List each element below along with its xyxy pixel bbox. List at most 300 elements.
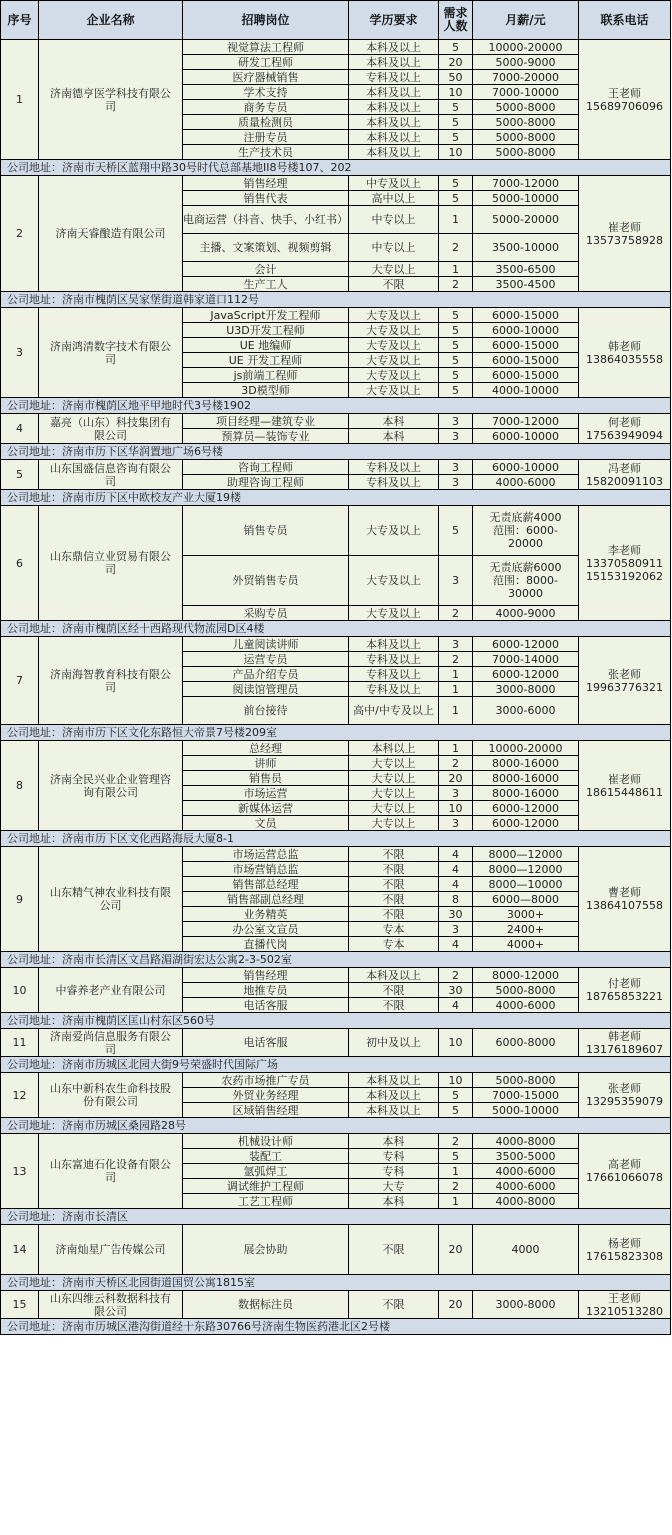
company-seq: 11 (1, 1029, 39, 1057)
job-count: 1 (439, 206, 473, 234)
job-position: 市场运营总监 (183, 847, 349, 862)
job-education: 中专及以上 (349, 176, 439, 191)
job-position: 外贸业务经理 (183, 1088, 349, 1103)
job-education: 本科及以上 (349, 40, 439, 55)
job-salary: 无责底薪4000 范围：6000- 20000 (473, 506, 579, 556)
company-name: 济南鸿清数字技术有限公司 (39, 308, 183, 398)
job-count: 10 (439, 801, 473, 816)
job-count: 2 (439, 652, 473, 667)
job-count: 4 (439, 937, 473, 952)
job-count: 4 (439, 847, 473, 862)
job-row (1, 308, 671, 323)
header-company: 企业名称 (39, 1, 183, 40)
company-seq: 13 (1, 1134, 39, 1209)
job-salary: 6000-15000 (473, 338, 579, 353)
job-education: 专科及以上 (349, 682, 439, 697)
job-education: 本科及以上 (349, 145, 439, 160)
job-education: 不限 (349, 1291, 439, 1319)
job-salary: 4000-9000 (473, 606, 579, 621)
address-row (1, 1057, 671, 1073)
job-position: 销售代表 (183, 191, 349, 206)
job-education: 大专及以上 (349, 308, 439, 323)
job-salary: 7000-20000 (473, 70, 579, 85)
job-count: 1 (439, 741, 473, 756)
company-address: 公司地址：济南市天桥区蓝翔中路30号时代总部基地II8号楼107、202 (1, 160, 671, 176)
job-position: 3D模型师 (183, 383, 349, 398)
company-address: 公司地址：济南市长清区文昌路湄湖街宏达公寓2-3-502室 (1, 952, 671, 968)
job-row (1, 460, 671, 475)
company-name: 山东精气神农业科技有限公司 (39, 847, 183, 952)
company-name: 济南全民兴业企业管理咨询有限公司 (39, 741, 183, 831)
job-salary: 6000-15000 (473, 353, 579, 368)
company-seq: 9 (1, 847, 39, 952)
job-position: 会计 (183, 262, 349, 277)
job-count: 5 (439, 323, 473, 338)
job-position: 讲师 (183, 756, 349, 771)
job-position: 电话客服 (183, 1029, 349, 1057)
job-education: 不限 (349, 1225, 439, 1275)
job-salary: 6000-10000 (473, 460, 579, 475)
address-row (1, 1209, 671, 1225)
company-address: 公司地址：济南市槐荫区经十西路现代物流园D区4楼 (1, 621, 671, 637)
address-row (1, 292, 671, 308)
job-row (1, 637, 671, 652)
job-salary: 7000-14000 (473, 652, 579, 667)
job-education: 专科及以上 (349, 460, 439, 475)
job-salary: 5000-8000 (473, 100, 579, 115)
job-count: 1 (439, 667, 473, 682)
job-education: 大专以上 (349, 786, 439, 801)
job-education: 本科及以上 (349, 968, 439, 983)
job-position: 办公室文宣员 (183, 922, 349, 937)
job-education: 本科及以上 (349, 130, 439, 145)
company-contact: 王老师 15689706096 (579, 40, 671, 160)
job-salary: 4000-10000 (473, 383, 579, 398)
company-seq: 14 (1, 1225, 39, 1275)
address-row (1, 160, 671, 176)
job-salary: 4000-6000 (473, 1179, 579, 1194)
job-salary: 8000-16000 (473, 756, 579, 771)
job-salary: 7000-12000 (473, 176, 579, 191)
job-education: 大专及以上 (349, 606, 439, 621)
company-contact: 韩老师 13176189607 (579, 1029, 671, 1057)
job-salary: 无责底薪6000 范围：8000- 30000 (473, 556, 579, 606)
job-salary: 6000-12000 (473, 637, 579, 652)
job-count: 3 (439, 922, 473, 937)
job-education: 高中/中专及以上 (349, 697, 439, 725)
job-count: 50 (439, 70, 473, 85)
job-count: 3 (439, 556, 473, 606)
job-position: 调试维护工程师 (183, 1179, 349, 1194)
header-count: 需求人数 (439, 1, 473, 40)
job-salary: 5000-10000 (473, 191, 579, 206)
job-position: 采购专员 (183, 606, 349, 621)
job-position: 文员 (183, 816, 349, 831)
company-name: 济南天睿酿造有限公司 (39, 176, 183, 292)
job-count: 10 (439, 1029, 473, 1057)
job-education: 大专及以上 (349, 383, 439, 398)
company-name: 山东富迪石化设备有限公司 (39, 1134, 183, 1209)
company-name: 山东鼎信立业贸易有限公司 (39, 506, 183, 621)
job-education: 不限 (349, 277, 439, 292)
job-salary: 5000-8000 (473, 1073, 579, 1088)
company-seq: 2 (1, 176, 39, 292)
job-education: 大专及以上 (349, 368, 439, 383)
job-salary: 4000-8000 (473, 1194, 579, 1209)
job-row (1, 1029, 671, 1057)
job-salary: 5000-8000 (473, 145, 579, 160)
company-contact: 张老师 19963776321 (579, 637, 671, 725)
job-position: 外贸销售专员 (183, 556, 349, 606)
job-position: 数据标注员 (183, 1291, 349, 1319)
job-salary: 6000-12000 (473, 801, 579, 816)
company-name: 济南海智教育科技有限公司 (39, 637, 183, 725)
job-count: 5 (439, 383, 473, 398)
job-salary: 8000-16000 (473, 771, 579, 786)
job-education: 大专及以上 (349, 506, 439, 556)
job-position: 装配工 (183, 1149, 349, 1164)
job-salary: 7000-10000 (473, 85, 579, 100)
address-row (1, 725, 671, 741)
company-seq: 1 (1, 40, 39, 160)
company-name: 山东中新科农生命科技股份有限公司 (39, 1073, 183, 1118)
job-salary: 6000-15000 (473, 368, 579, 383)
job-position: 电商运营（抖音、快手、小红书） (183, 206, 349, 234)
job-position: 商务专员 (183, 100, 349, 115)
job-position: 生产工人 (183, 277, 349, 292)
address-row (1, 952, 671, 968)
job-education: 本科及以上 (349, 55, 439, 70)
job-salary: 3500-4500 (473, 277, 579, 292)
job-position: 电话客服 (183, 998, 349, 1013)
company-contact: 崔老师 18615448611 (579, 741, 671, 831)
job-salary: 3500-5000 (473, 1149, 579, 1164)
company-address: 公司地址：济南市历下区中欧校友产业大厦19楼 (1, 490, 671, 506)
job-count: 5 (439, 506, 473, 556)
job-position: 预算员—装饰专业 (183, 429, 349, 444)
job-row (1, 1291, 671, 1319)
job-row (1, 1225, 671, 1275)
job-position: 销售经理 (183, 968, 349, 983)
job-salary: 7000-12000 (473, 414, 579, 429)
company-address: 公司地址：济南市历下区华润置地广场6号楼 (1, 444, 671, 460)
job-salary: 5000-9000 (473, 55, 579, 70)
job-position: 生产技术员 (183, 145, 349, 160)
company-name: 济南灿星广告传媒公司 (39, 1225, 183, 1275)
job-education: 专科及以上 (349, 667, 439, 682)
job-education: 本科及以上 (349, 100, 439, 115)
job-position: 销售部总经理 (183, 877, 349, 892)
job-education: 大专及以上 (349, 338, 439, 353)
job-position: 工艺工程师 (183, 1194, 349, 1209)
company-contact: 曹老师 13864107558 (579, 847, 671, 952)
company-address: 公司地址：济南市历城区港沟街道经十东路30766号济南生物医药港北区2号楼 (1, 1319, 671, 1335)
company-address: 公司地址：济南市槐荫区吴家堡街道韩家道口112号 (1, 292, 671, 308)
job-position: 运营专员 (183, 652, 349, 667)
company-seq: 8 (1, 741, 39, 831)
header-row (1, 1, 671, 40)
job-salary: 6000-10000 (473, 323, 579, 338)
company-seq: 7 (1, 637, 39, 725)
address-row (1, 1275, 671, 1291)
job-salary: 3000-8000 (473, 682, 579, 697)
company-address: 公司地址：济南市槐荫区地平甲地时代3号楼1902 (1, 398, 671, 414)
job-education: 本科 (349, 1134, 439, 1149)
job-education: 大专 (349, 1179, 439, 1194)
job-salary: 4000+ (473, 937, 579, 952)
job-education: 本科及以上 (349, 85, 439, 100)
job-position: 市场运营 (183, 786, 349, 801)
company-name: 嘉亮（山东）科技集团有限公司 (39, 414, 183, 444)
job-position: 产品介绍专员 (183, 667, 349, 682)
company-contact: 高老师 17661066078 (579, 1134, 671, 1209)
job-count: 1 (439, 262, 473, 277)
job-education: 中专以上 (349, 206, 439, 234)
job-position: 农药市场推广专员 (183, 1073, 349, 1088)
job-count: 4 (439, 998, 473, 1013)
job-count: 5 (439, 368, 473, 383)
address-row (1, 831, 671, 847)
job-salary: 8000-12000 (473, 968, 579, 983)
job-education: 本科及以上 (349, 637, 439, 652)
job-count: 10 (439, 85, 473, 100)
job-count: 5 (439, 1088, 473, 1103)
job-count: 5 (439, 1103, 473, 1118)
job-salary: 4000-6000 (473, 1164, 579, 1179)
company-seq: 6 (1, 506, 39, 621)
job-education: 本科 (349, 429, 439, 444)
job-position: 学术支持 (183, 85, 349, 100)
company-address: 公司地址：济南市天桥区北园街道国贸公寓1815室 (1, 1275, 671, 1291)
job-education: 本科 (349, 1194, 439, 1209)
job-education: 中专以上 (349, 234, 439, 262)
job-education: 本科 (349, 414, 439, 429)
job-salary: 6000-12000 (473, 667, 579, 682)
company-address: 公司地址：济南市历城区北园大街9号荣盛时代国际广场 (1, 1057, 671, 1073)
job-education: 不限 (349, 862, 439, 877)
job-count: 4 (439, 877, 473, 892)
job-count: 1 (439, 1194, 473, 1209)
job-education: 专科 (349, 1149, 439, 1164)
company-seq: 4 (1, 414, 39, 444)
company-seq: 3 (1, 308, 39, 398)
job-position: 销售员 (183, 771, 349, 786)
job-salary: 5000-8000 (473, 983, 579, 998)
company-address: 公司地址：济南市历城区桑园路28号 (1, 1118, 671, 1134)
company-contact: 李老师 13370580911 15153192062 (579, 506, 671, 621)
company-seq: 5 (1, 460, 39, 490)
job-education: 专科 (349, 1164, 439, 1179)
job-count: 2 (439, 234, 473, 262)
header-seq: 序号 (1, 1, 39, 40)
job-count: 20 (439, 1225, 473, 1275)
company-name: 济南爱尚信息服务有限公司 (39, 1029, 183, 1057)
job-row (1, 847, 671, 862)
job-education: 本科及以上 (349, 1073, 439, 1088)
company-contact: 杨老师 17615823308 (579, 1225, 671, 1275)
job-education: 不限 (349, 847, 439, 862)
job-count: 5 (439, 308, 473, 323)
address-row (1, 444, 671, 460)
job-count: 3 (439, 414, 473, 429)
job-position: 区域销售经理 (183, 1103, 349, 1118)
job-education: 大专以上 (349, 262, 439, 277)
job-education: 大专及以上 (349, 353, 439, 368)
company-seq: 12 (1, 1073, 39, 1118)
job-position: 地推专员 (183, 983, 349, 998)
job-salary: 6000-12000 (473, 816, 579, 831)
job-salary: 7000-15000 (473, 1088, 579, 1103)
job-position: 销售经理 (183, 176, 349, 191)
job-count: 10 (439, 145, 473, 160)
job-count: 20 (439, 771, 473, 786)
job-row (1, 506, 671, 556)
job-position: 主播、文案策划、视频剪辑 (183, 234, 349, 262)
job-count: 20 (439, 55, 473, 70)
company-name: 山东国盛信息咨询有限公司 (39, 460, 183, 490)
job-salary: 5000-8000 (473, 115, 579, 130)
job-education: 不限 (349, 983, 439, 998)
job-position: 新媒体运营 (183, 801, 349, 816)
job-salary: 4000-6000 (473, 475, 579, 490)
job-position: 注册专员 (183, 130, 349, 145)
job-position: js前端工程师 (183, 368, 349, 383)
job-count: 5 (439, 191, 473, 206)
job-education: 大专以上 (349, 801, 439, 816)
job-count: 5 (439, 40, 473, 55)
job-count: 2 (439, 606, 473, 621)
job-education: 专科及以上 (349, 70, 439, 85)
job-position: 视觉算法工程师 (183, 40, 349, 55)
job-count: 1 (439, 697, 473, 725)
job-position: 总经理 (183, 741, 349, 756)
job-row (1, 968, 671, 983)
header-contact: 联系电话 (579, 1, 671, 40)
job-count: 3 (439, 475, 473, 490)
job-count: 30 (439, 983, 473, 998)
job-count: 5 (439, 130, 473, 145)
job-count: 5 (439, 176, 473, 191)
address-row (1, 398, 671, 414)
header-position: 招聘岗位 (183, 1, 349, 40)
job-count: 5 (439, 353, 473, 368)
job-education: 不限 (349, 998, 439, 1013)
job-education: 大专以上 (349, 816, 439, 831)
company-seq: 10 (1, 968, 39, 1013)
job-row (1, 1073, 671, 1088)
job-count: 2 (439, 277, 473, 292)
job-position: 项目经理—建筑专业 (183, 414, 349, 429)
job-position: 质量检测员 (183, 115, 349, 130)
job-position: 阅读馆管理员 (183, 682, 349, 697)
job-salary: 10000-20000 (473, 40, 579, 55)
job-count: 2 (439, 756, 473, 771)
job-salary: 3000+ (473, 907, 579, 922)
address-row (1, 1118, 671, 1134)
job-education: 本科及以上 (349, 1103, 439, 1118)
job-salary: 4000-8000 (473, 1134, 579, 1149)
job-salary: 6000-8000 (473, 1029, 579, 1057)
job-position: 医疗器械销售 (183, 70, 349, 85)
job-education: 专科及以上 (349, 475, 439, 490)
job-salary: 6000-10000 (473, 429, 579, 444)
job-education: 专本 (349, 922, 439, 937)
company-address: 公司地址：济南市历下区文化东路恒大帝景7号楼209室 (1, 725, 671, 741)
address-row (1, 621, 671, 637)
job-salary: 8000—12000 (473, 862, 579, 877)
job-education: 不限 (349, 907, 439, 922)
job-row (1, 176, 671, 191)
job-salary: 10000-20000 (473, 741, 579, 756)
job-position: 市场营销总监 (183, 862, 349, 877)
job-position: 儿童阅读讲师 (183, 637, 349, 652)
job-position: 业务精英 (183, 907, 349, 922)
job-salary: 3500-6500 (473, 262, 579, 277)
job-count: 5 (439, 338, 473, 353)
job-count: 3 (439, 429, 473, 444)
company-contact: 韩老师 13864035558 (579, 308, 671, 398)
job-position: UE 地编师 (183, 338, 349, 353)
job-salary: 4000-6000 (473, 998, 579, 1013)
job-education: 高中以上 (349, 191, 439, 206)
header-education: 学历要求 (349, 1, 439, 40)
job-position: JavaScript开发工程师 (183, 308, 349, 323)
job-salary: 5000-20000 (473, 206, 579, 234)
job-position: 前台接待 (183, 697, 349, 725)
company-address: 公司地址：济南市长清区 (1, 1209, 671, 1225)
job-count: 20 (439, 1291, 473, 1319)
job-row (1, 741, 671, 756)
job-count: 3 (439, 786, 473, 801)
address-row (1, 1013, 671, 1029)
job-position: U3D开发工程师 (183, 323, 349, 338)
job-row (1, 414, 671, 429)
job-salary: 8000—12000 (473, 847, 579, 862)
job-count: 2 (439, 1179, 473, 1194)
job-education: 大专及以上 (349, 323, 439, 338)
job-salary: 6000—8000 (473, 892, 579, 907)
company-name: 中睿养老产业有限公司 (39, 968, 183, 1013)
job-count: 2 (439, 1134, 473, 1149)
job-count: 1 (439, 1164, 473, 1179)
job-education: 本科以上 (349, 741, 439, 756)
company-contact: 冯老师 15820091103 (579, 460, 671, 490)
job-count: 10 (439, 1073, 473, 1088)
job-count: 8 (439, 892, 473, 907)
job-salary: 3000-8000 (473, 1291, 579, 1319)
job-salary: 8000—10000 (473, 877, 579, 892)
job-position: UE 开发工程师 (183, 353, 349, 368)
job-position: 助理咨询工程师 (183, 475, 349, 490)
address-row (1, 490, 671, 506)
job-row (1, 1134, 671, 1149)
job-salary: 8000-16000 (473, 786, 579, 801)
job-education: 大专以上 (349, 771, 439, 786)
job-count: 3 (439, 460, 473, 475)
job-position: 展会协助 (183, 1225, 349, 1275)
job-position: 咨询工程师 (183, 460, 349, 475)
job-count: 5 (439, 1149, 473, 1164)
header-salary: 月薪/元 (473, 1, 579, 40)
company-address: 公司地址：济南市历下区文化西路海辰大厦8-1 (1, 831, 671, 847)
company-contact: 张老师 13295359079 (579, 1073, 671, 1118)
company-name: 济南德亨医学科技有限公司 (39, 40, 183, 160)
job-salary: 6000-15000 (473, 308, 579, 323)
company-contact: 崔老师 13573758928 (579, 176, 671, 292)
job-count: 5 (439, 115, 473, 130)
job-position: 直播代岗 (183, 937, 349, 952)
job-education: 大专及以上 (349, 556, 439, 606)
